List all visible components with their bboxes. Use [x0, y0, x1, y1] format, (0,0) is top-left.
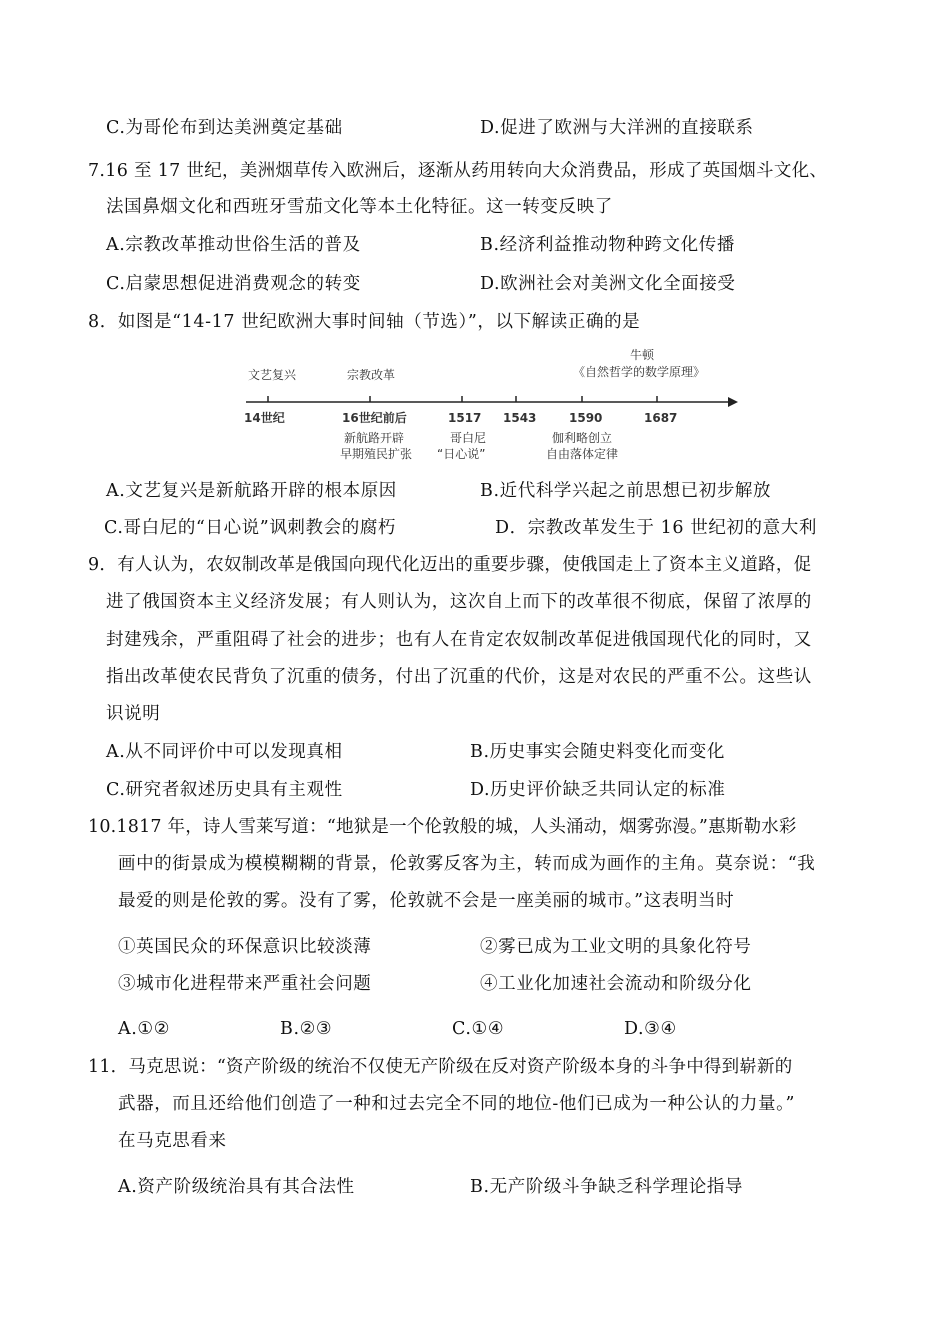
q9-option-a: A.从不同评价中可以发现真相 [106, 742, 343, 762]
q8-stem: 8．如图是“14-17 世纪欧洲大事时间轴（节选）”，以下解读正确的是 [88, 312, 641, 332]
q11-option-b: B.无产阶级斗争缺乏科学理论指导 [470, 1177, 744, 1197]
label-new-routes: 新航路开辟 [344, 431, 405, 445]
q10-statement-2: ②雾已成为工业文明的具象化符号 [480, 937, 752, 957]
timeline-axis-graphic [240, 345, 740, 470]
q7-stem-line2: 法国鼻烟文化和西班牙雪茄文化等本土化特征。这一转变反映了 [106, 197, 613, 217]
timeline-figure [240, 345, 740, 470]
q9-stem-line3: 封建残余，严重阻碍了社会的进步；也有人在肯定农奴制改革促进俄国现代化的同时，又 [106, 630, 812, 650]
label-galileo: 伽利略创立 [552, 431, 613, 445]
q9-option-b: B.历史事实会随史料变化而变化 [470, 742, 725, 762]
q10-statement-4: ④工业化加速社会流动和阶级分化 [480, 974, 752, 994]
q9-option-d: D.历史评价缺乏共同认定的标准 [470, 780, 726, 800]
q10-option-b: B.②③ [280, 1019, 333, 1039]
q10-option-a: A.①② [118, 1019, 170, 1039]
label-reformation: 宗教改革 [347, 368, 396, 382]
label-principia: 《自然哲学的数学原理》 [573, 365, 706, 379]
q9-option-c: C.研究者叙述历史具有主观性 [106, 780, 343, 800]
q11-stem-line2: 武器，而且还给他们创造了一种和过去完全不同的地位-他们已成为一种公认的力量。” [118, 1094, 796, 1114]
q10-stem-line1: 10.1817 年，诗人雪莱写道：“地狱是一个伦敦般的城，人头涌动，烟雾弥漫。”惠斯勒水彩 [88, 817, 797, 837]
label-free-fall-law: 自由落体定律 [546, 447, 619, 461]
q9-stem-line4: 指出改革使农民背负了沉重的债务，付出了沉重的代价，这是对农民的严重不公。这些认 [106, 667, 812, 687]
q9-stem-line1: 9．有人认为，农奴制改革是俄国向现代化迈出的重要步骤，使俄国走上了资本主义道路，促 [88, 555, 812, 575]
label-colonial-expansion: 早期殖民扩张 [340, 447, 413, 461]
axis-label-1590: 1590 [569, 411, 603, 425]
q8-option-c: C.哥白尼的“日心说”讽刺教会的腐朽 [104, 518, 397, 538]
q9-stem-line2: 进了俄国资本主义经济发展；有人则认为，这次自上而下的改革很不彻底，保留了浓厚的 [106, 592, 812, 612]
q6-option-d: D.促进了欧洲与大洋洲的直接联系 [480, 118, 754, 138]
axis-label-1687: 1687 [644, 411, 678, 425]
axis-label-14th-century: 14世纪 [244, 411, 285, 425]
label-heliocentrism: “日心说” [437, 447, 486, 461]
q7-option-a: A.宗教改革推动世俗生活的普及 [106, 235, 361, 255]
q8-option-b: B.近代科学兴起之前思想已初步解放 [480, 481, 772, 501]
q10-statement-3: ③城市化进程带来严重社会问题 [118, 974, 372, 994]
q11-stem-line1: 11．马克思说：“资产阶级的统治不仅使无产阶级在反对资产阶级本身的斗争中得到崭新的 [88, 1057, 793, 1077]
label-copernicus: 哥白尼 [450, 431, 487, 445]
q7-option-d: D.欧洲社会对美洲文化全面接受 [480, 274, 736, 294]
timeline-arrow-head [728, 397, 738, 407]
q6-option-c: C.为哥伦布到达美洲奠定基础 [106, 118, 343, 138]
axis-label-1517: 1517 [448, 411, 482, 425]
q8-option-d: D．宗教改革发生于 16 世纪初的意大利 [495, 518, 817, 538]
label-renaissance: 文艺复兴 [248, 368, 297, 382]
axis-label-1543: 1543 [503, 411, 537, 425]
q11-option-a: A.资产阶级统治具有其合法性 [118, 1177, 355, 1197]
axis-label-16th-century: 16世纪前后 [342, 411, 407, 425]
q7-stem-line1: 7.16 至 17 世纪，美洲烟草传入欧洲后，逐渐从药用转向大众消费品，形成了英国烟斗文化、 [88, 161, 828, 181]
q7-option-c: C.启蒙思想促进消费观念的转变 [106, 274, 361, 294]
q9-stem-line5: 识说明 [106, 704, 161, 724]
q7-option-b: B.经济利益推动物种跨文化传播 [480, 235, 735, 255]
q10-stem-line3: 最爱的则是伦敦的雾。没有了雾，伦敦就不会是一座美丽的城市。”这表明当时 [118, 891, 735, 911]
q10-option-d: D.③④ [624, 1019, 677, 1039]
q11-stem-line3: 在马克思看来 [118, 1131, 227, 1151]
q10-option-c: C.①④ [452, 1019, 505, 1039]
label-newton: 牛顿 [630, 348, 655, 362]
q10-stem-line2: 画中的街景成为模模糊糊的背景，伦敦雾反客为主，转而成为画作的主角。莫奈说：“我 [118, 854, 816, 874]
q10-statement-1: ①英国民众的环保意识比较淡薄 [118, 937, 372, 957]
q8-option-a: A.文艺复兴是新航路开辟的根本原因 [106, 481, 397, 501]
